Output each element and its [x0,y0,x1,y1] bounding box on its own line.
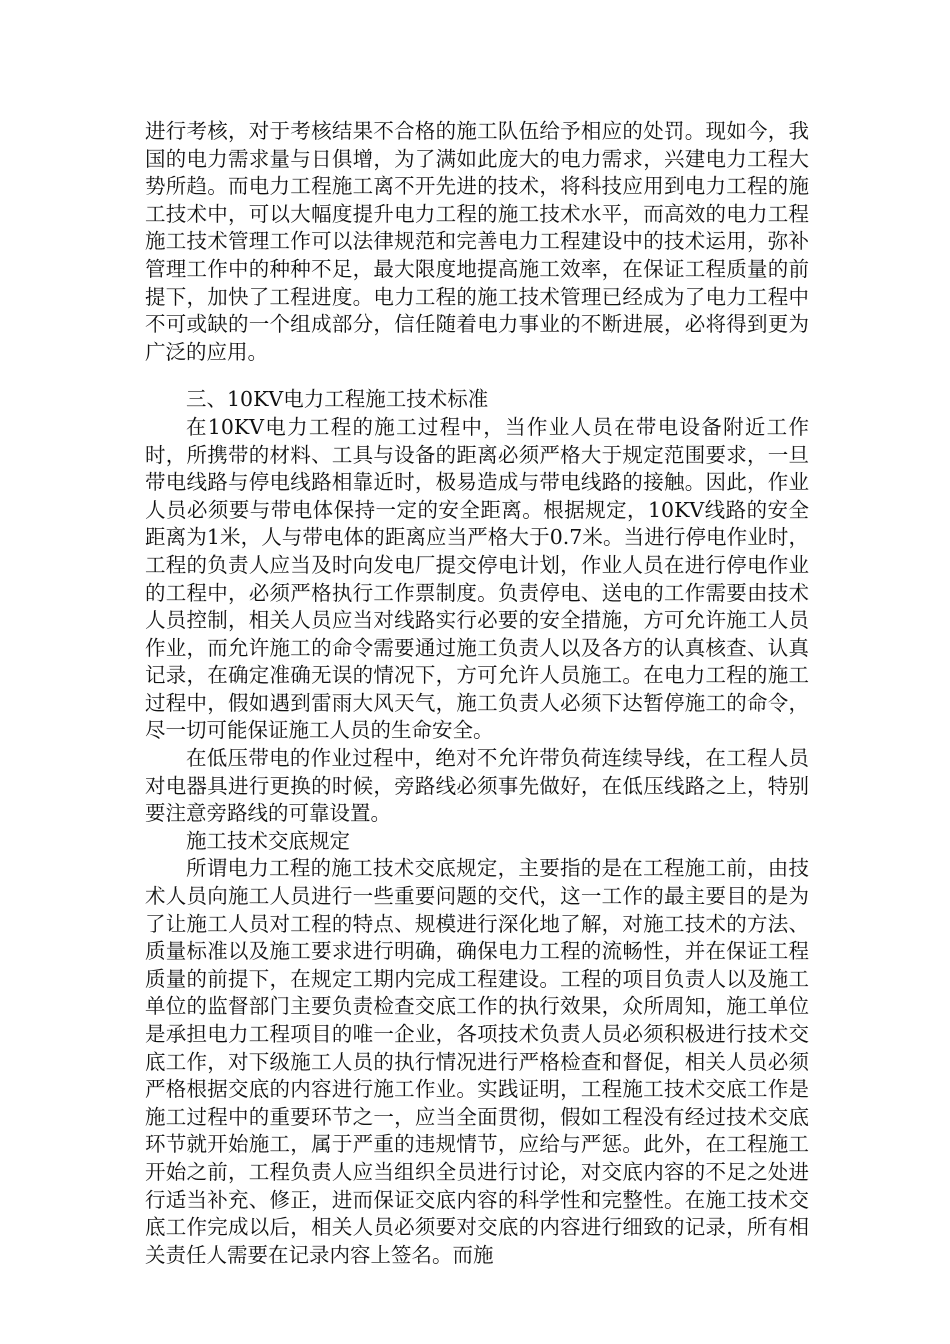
paragraph-safety-standard: 在10KV电力工程的施工过程中，当作业人员在带电设备附近工作时，所携带的材料、工具与设备的距离必须严格大于规定范围要求，一旦带电线路与停电线路相靠近时，极易造成与带电线路的接触。因此，作业人员必须要与带电体保持一定的安全距离。根据规定，10KV线路的安全距离为1米，人与带电体的距离应当严格大于0.7米。当进行停电作业时，工程的负责人应当及时向发电厂提交停电计划，作业人员在进行停电作业的工程中，必须严格执行工作票制度。负责停电、送电的工作需要由技术人员控制，相关人员应当对线路实行必要的安全措施，方可允许施工人员作业，而允许施工的命令需要通过施工负责人以及各方的认真核查、认真记录，在确定准确无误的情况下，方可允许人员施工。在电力工程的施工过程中，假如遇到雷雨大风天气，施工负责人必须下达暂停施工的命令，尽一切可能保证施工人员的生命安全。 [145,414,809,743]
paragraph-low-voltage: 在低压带电的作业过程中，绝对不允许带负荷连续导线，在工程人员对电器具进行更换的时候，旁路线必须事先做好，在低压线路之上，特别要注意旁路线的可靠设置。 [145,746,809,826]
section-heading: 三、10KV电力工程施工技术标准 [186,387,489,412]
document-page [145,118,809,1269]
paragraph-technical-briefing: 所谓电力工程的施工技术交底规定，主要指的是在工程施工前，由技术人员向施工人员进行一些重要问题的交代，这一工作的最主要目的是为了让施工人员对工程的特点、规模进行深化地了解，对施工技术的方法、质量标准以及施工要求进行明确，确保电力工程的流畅性，并在保证工程质量的前提下，在规定工期内完成工程建设。工程的项目负责人以及施工单位的监督部门主要负责检查交底工作的执行效果，众所周知，施工单位是承担电力工程项目的唯一企业，各项技术负责人员必须积极进行技术交底工作，对下级施工人员的执行情况进行严格检查和督促，相关人员必须严格根据交底的内容进行施工作业。实践证明，工程施工技术交底工作是施工过程中的重要环节之一，应当全面贯彻，假如工程没有经过技术交底环节就开始施工，属于严重的违规情节，应给与严惩。此外，在工程施工开始之前，工程负责人应当组织全员进行讨论，对交底内容的不足之处进行适当补充、修正，进而保证交底内容的科学性和完整性。在施工技术交底工作完成以后，相关人员必须要对交底的内容进行细致的记录，所有相关责任人需要在记录内容上签名。而施 [145,856,809,1267]
paragraph-continued: 进行考核，对于考核结果不合格的施工队伍给予相应的处罚。现如今，我国的电力需求量与日俱增，为了满如此庞大的电力需求，兴建电力工程大势所趋。而电力工程施工离不开先进的技术，将科技应用到电力工程的施工技术中，可以大幅度提升电力工程的施工技术水平，而高效的电力工程施工技术管理工作可以法律规范和完善电力工程建设中的技术运用，弥补管理工作中的种种不足，最大限度地提高施工效率，在保证工程质量的前提下，加快了工程进度。电力工程的施工技术管理已经成为了电力工程中不可或缺的一个组成部分，信任随着电力事业的不断进展，必将得到更为广泛的应用。 [145,119,809,364]
subheading-briefing: 施工技术交底规定 [186,828,350,853]
paragraph-gap [145,366,809,386]
